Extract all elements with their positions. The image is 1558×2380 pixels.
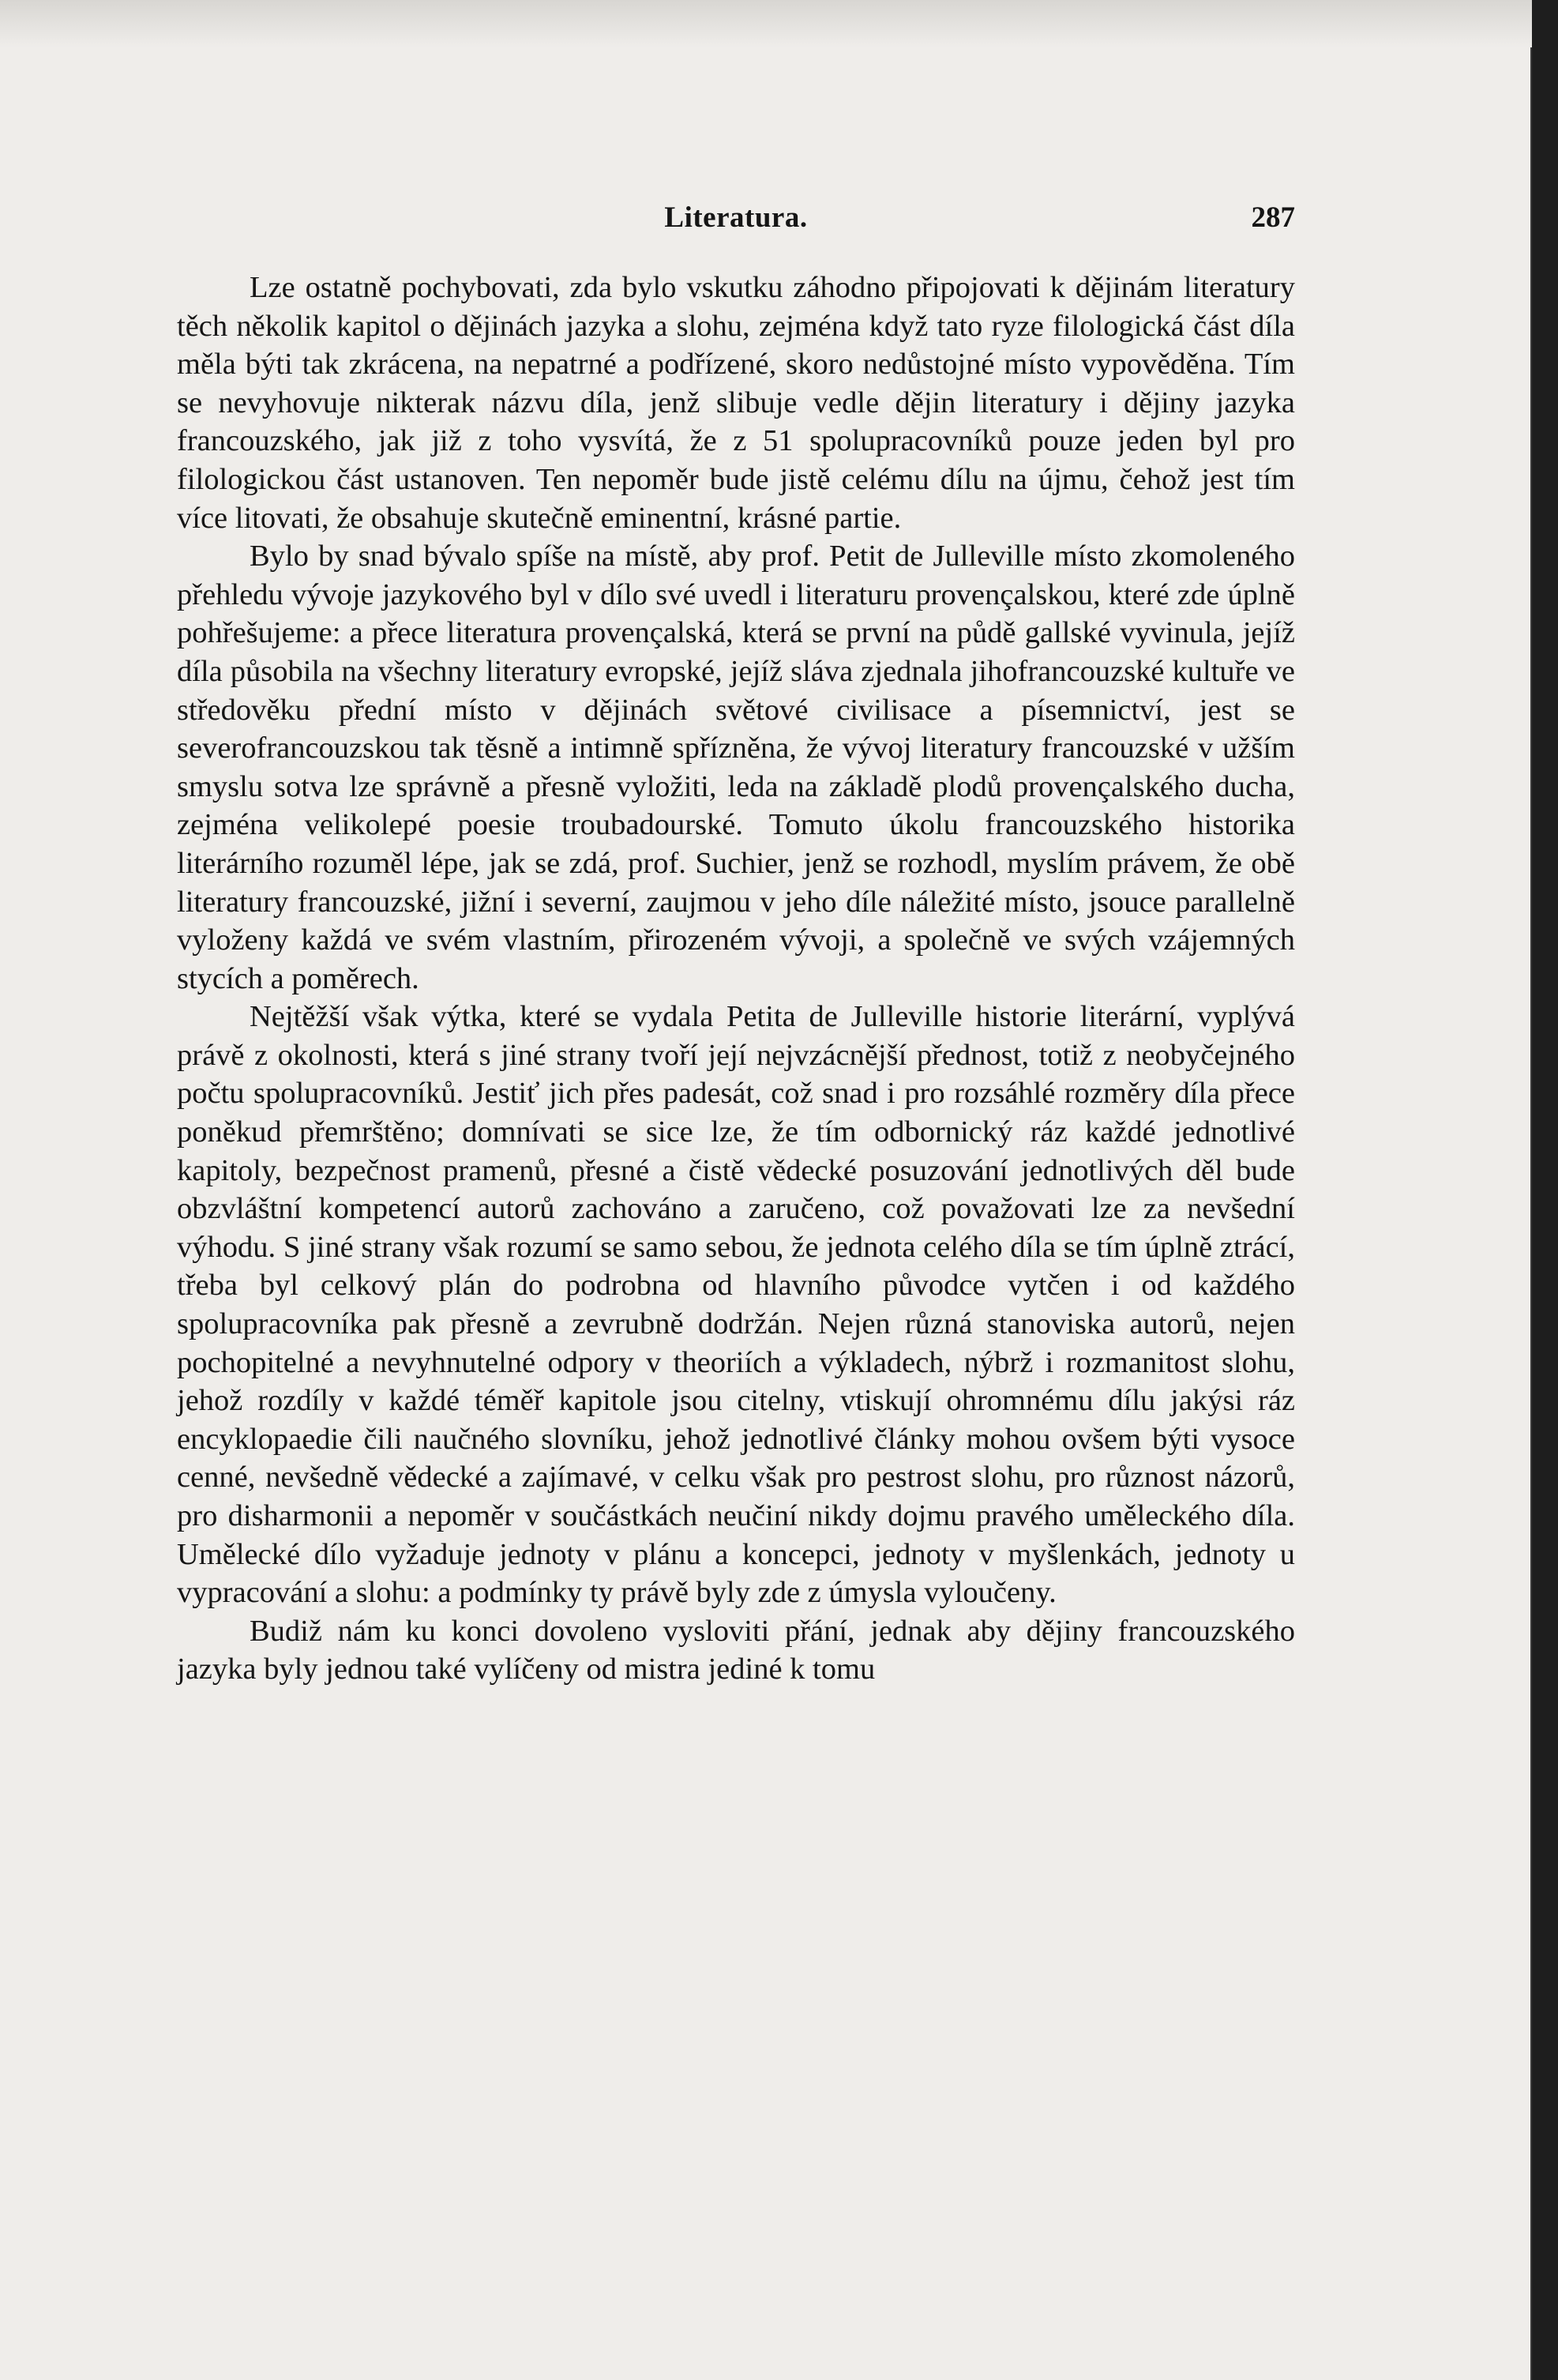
running-header (177, 197, 1295, 245)
running-title: Literatura. (664, 201, 808, 234)
body-text (177, 269, 1295, 1689)
paragraph: Budiž nám ku konci dovoleno vysloviti přání, jednak aby dějiny francouzského jazyka byly jednou také vylíčeny od mistra jediné k tomu (177, 1614, 1295, 1686)
paragraph: Lze ostatně pochybovati, zda bylo vskutku záhodno připojovati k dějinám literatury těch několik kapitol o dějinách jazyka a slohu, zejména když tato ryze filologická část díla měla býti tak zkrácena, na nepatrné a podřízené, skoro nedůstojné místo vypověděna. Tím se nevyhovuje nikterak názvu díla, jenž slibuje vedle dějin literatury i dějiny jazyka francouzského, jak již z toho vysvítá, že z 51 spolupracovníků pouze jeden byl pro filologickou část ustanoven. Ten nepoměr bude jistě celému dílu na újmu, čehož jest tím více litovati, že obsahuje skutečně eminentní, krásné partie. (177, 271, 1295, 535)
page-top-shadow (0, 0, 1532, 47)
page-number: 287 (1251, 201, 1295, 234)
paragraph: Nejtěžší však výtka, které se vydala Petita de Julleville historie literární, vyplývá právě z okolnosti, která s jiné strany tvoří její nejvzácnější přednost, totiž z neobyčejného počtu spolupracovníků. Jestiť jich přes padesát, což snad i pro rozsáhlé rozměry díla přece poněkud přemrštěno; domnívati se sice lze, že tím odbornický ráz každé jednotlivé kapitoly, bezpečnost pramenů, přesné a čistě vědecké posuzování jednotlivých děl bude obzvláštní kompetencí autorů zachováno a zaručeno, což považovati lze za nevšední výhodu. S jiné strany však rozumí se samo sebou, že jednota celého díla se tím úplně ztrácí, třeba byl celkový plán do podrobna od hlavního původce vytčen i od každého spolupracovníka pak přesně a zevrubně dodržán. Nejen různá stanoviska autorů, nejen pochopitelné a nevyhnutelné odpory v theoriích a výkladech, nýbrž i rozmanitost slohu, jehož rozdíly v každé téměř kapitole jsou citelny, vtiskují ohromnému dílu jakýsi ráz encyklopaedie čili naučného slovníku, jehož jednotlivé články mohou ovšem býti vysoce cenné, nevšedně vědecké a zajímavé, v celku však pro pestrost slohu, pro různost názorů, pro disharmonii a nepoměr v součástkách neučiní nikdy dojmu pravého uměleckého díla. Umělecké dílo vyžaduje jednoty v plánu a koncepci, jednoty v myšlenkách, jednoty u vypracování a slohu: a podmínky ty právě byly zde z úmysla vyloučeny. (177, 1000, 1295, 1610)
paragraph: Bylo by snad bývalo spíše na místě, aby prof. Petit de Julleville místo zkomoleného přehledu vývoje jazykového byl v dílo své uvedl i literaturu provençalskou, které zde úplně pohřešujeme: a přece literatura provençalská, která se první na půdě gallské vyvinula, jejíž díla působila na všechny literatury evropské, jejíž sláva zjednala jihofrancouzské kultuře ve středověku přední místo v dějinách světové civilisace a písemnictví, jest se severofrancouzskou tak těsně a intimně spřízněna, že vývoj literatury francouzské v užším smyslu sotva lze správně a přesně vyložiti, leda na základě plodů provençalského ducha, zejména velikolepé poesie troubadourské. Tomuto úkolu francouzského historika literárního rozuměl lépe, jak se zdá, prof. Suchier, jenž se rozhodl, myslím právem, že obě literatury francouzské, jižní i severní, zaujmou v jeho díle náležité místo, jsouce parallelně vyloženy každá ve svém vlastním, přirozeném vývoji, a společně ve svých vzájemných stycích a poměrech. (177, 540, 1295, 995)
page-content (177, 197, 1295, 1689)
